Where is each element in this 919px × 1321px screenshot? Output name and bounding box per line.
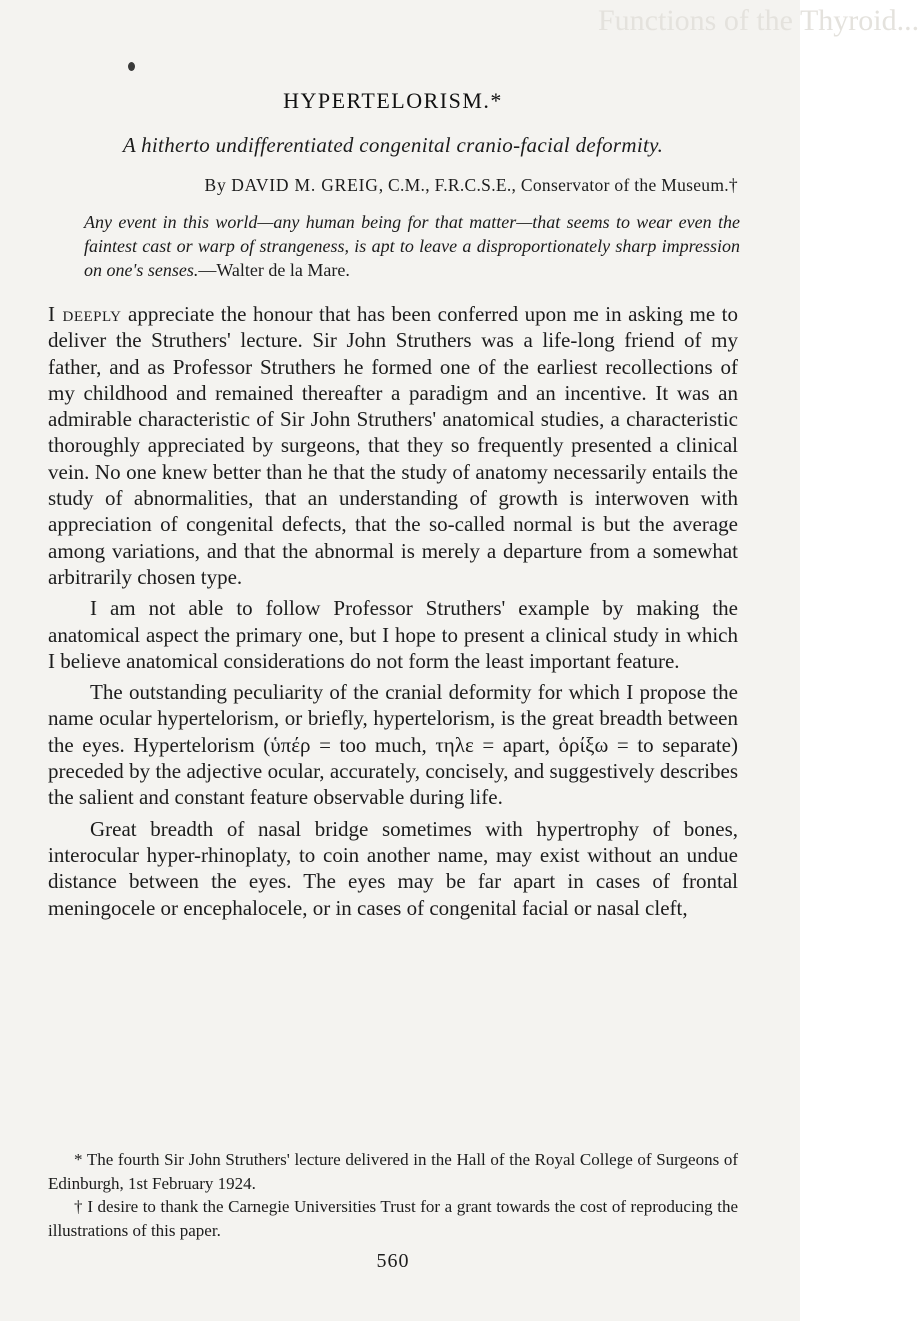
epigraph-quote: Any event in this world—any human being for that matter—that seems to wear even the faintest cast or warp of strangeness, is apt to leave a disproportionately sharp impression on one's senses. (84, 212, 740, 280)
byline-by: By (204, 175, 227, 195)
author-credentials: , C.M., F.R.C.S.E., Conservator of the Museum.† (378, 175, 738, 195)
byline (48, 175, 738, 196)
author-name: DAVID M. GREIG (231, 175, 379, 195)
footnote-1: * The fourth Sir John Struthers' lecture delivered in the Hall of the Royal College of Surgeons of Edinburgh, 1st February 1924. (48, 1150, 738, 1193)
epigraph-attribution: —Walter de la Mare. (198, 260, 350, 280)
bleed-through-text: Functions of the Thyroid... (598, 4, 919, 37)
paragraph-1 (48, 301, 738, 590)
page-number: 560 (376, 1250, 410, 1272)
footnotes (48, 1148, 738, 1242)
paragraph-3: The outstanding peculiarity of the cranial deformity for which I propose the name ocular hypertelorism, or briefly, hypertelorism, is the great breadth between the eyes. Hypertelorism (ὑπέρ = too much, τηλε = apart, ὁρίξω = to separate) preceded by the adjective ocular, accurately, concisely, and suggestively describes the salient and constant feature observable during life. (48, 680, 738, 810)
article-title: HYPERTELORISM.* (283, 88, 503, 113)
footnote-2: † I desire to thank the Carnegie Universities Trust for a grant towards the cost of reproducing the illustrations of this paper. (48, 1197, 738, 1240)
epigraph (58, 210, 740, 282)
paragraph-1-text: appreciate the honour that has been conferred upon me in asking me to deliver the Struthers' lecture. Sir John Struthers was a life-long friend of my father, and as Professor Struthers he formed one of the earliest recollections of my childhood and remained thereafter a paradigm and an incentive. It was an admirable characteristic of Sir John Struthers' anatomical studies, a characteristic thoroughly appreciated by surgeons, that they so frequently presented a clinical vein. No one knew better than he that the study of anatomy necessarily entails the study of abnormalities, that an understanding of growth is interwoven with appreciation of congenital defects, that the so-called normal is but the average among variations, and that the abnormal is merely a departure from a somewhat arbitrarily chosen type. (48, 302, 738, 589)
paragraph-4: Great breadth of nasal bridge sometimes with hypertrophy of bones, interocular hyper-rhinoplaty, to coin another name, may exist without an undue distance between the eyes. The eyes may be far apart in cases of frontal meningocele or encephalocele, or in cases of congenital facial or nasal cleft, (48, 816, 738, 920)
article-body (48, 301, 738, 921)
paragraph-2: I am not able to follow Professor Struthers' example by making the anatomical aspect the primary one, but I hope to present a clinical study in which I believe anatomical considerations do not form the least important feature. (48, 596, 738, 673)
paragraph-lead: I deeply (48, 302, 122, 326)
article-subtitle: A hitherto undifferentiated congenital cranio-facial deformity. (122, 133, 664, 157)
ink-speck (128, 62, 135, 71)
